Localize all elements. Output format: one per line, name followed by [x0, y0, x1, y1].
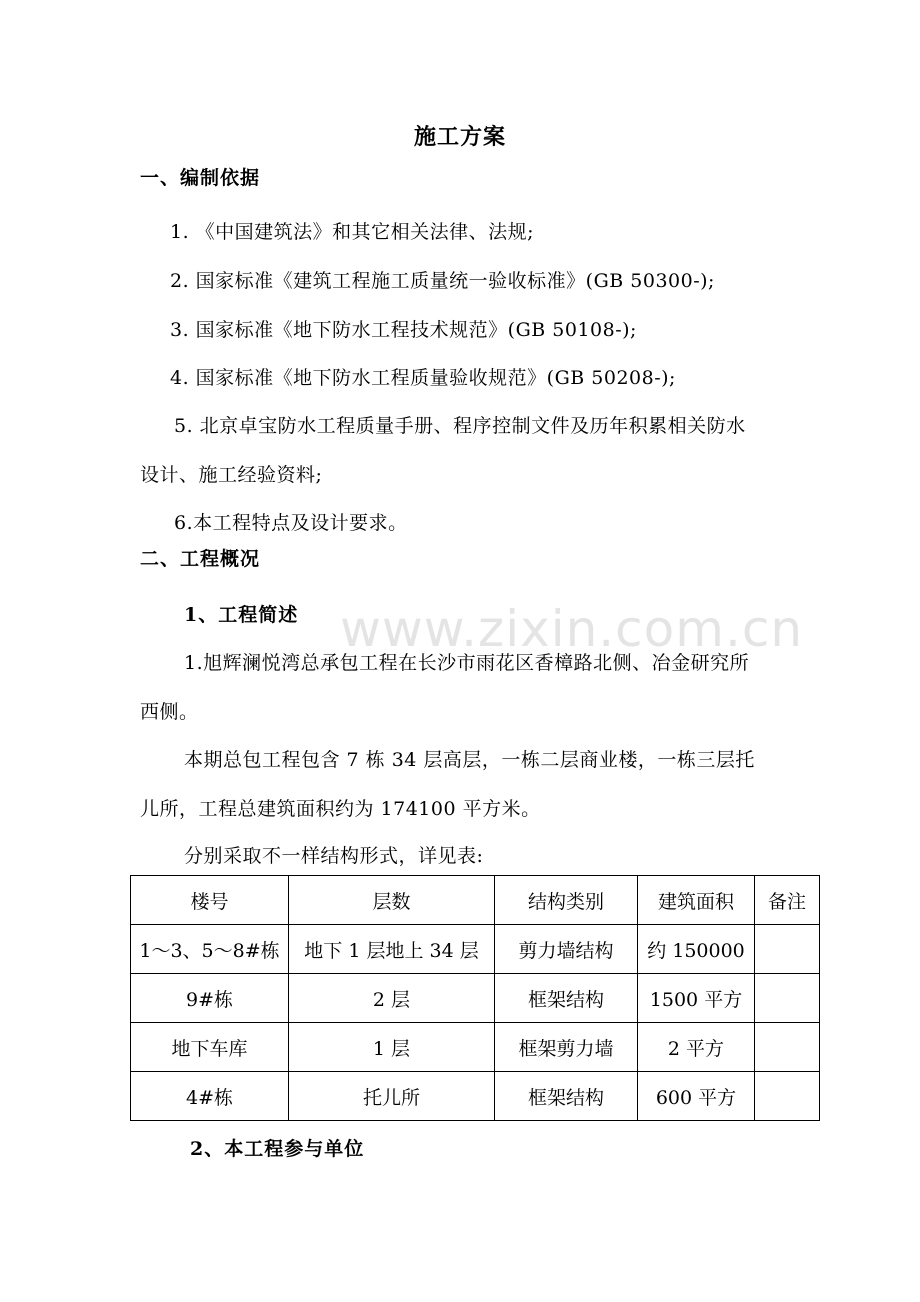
- table-cell: [755, 1072, 820, 1121]
- table-cell: 约 150000: [638, 925, 755, 974]
- basis-item-3: 3. 国家标准《地下防水工程技术规范》(GB 50108-);: [170, 319, 637, 341]
- section-heading-overview: 二、工程概况: [140, 548, 261, 570]
- table-cell: 1 层: [289, 1023, 495, 1072]
- table-cell: 托儿所: [289, 1072, 495, 1121]
- table-cell: 600 平方: [638, 1072, 755, 1121]
- table-cell: [755, 974, 820, 1023]
- table-cell: 地下 1 层地上 34 层: [289, 925, 495, 974]
- table-header-row: [131, 876, 820, 925]
- watermark-text: www.zixin.com.cn: [340, 600, 804, 658]
- basis-item-2: 2. 国家标准《建筑工程施工质量统一验收标准》(GB 50300-);: [170, 270, 715, 292]
- structure-table: [130, 875, 820, 1121]
- section-heading-basis: 一、编制依据: [140, 167, 261, 189]
- basis-item-6: 6.本工程特点及设计要求。: [174, 512, 408, 534]
- basis-item-1: 1. 《中国建筑法》和其它相关法律、法规;: [170, 221, 535, 243]
- table-header-cell: 楼号: [131, 876, 289, 925]
- table-cell: 2 平方: [638, 1023, 755, 1072]
- table-cell: 框架剪力墙: [495, 1023, 638, 1072]
- overview-paragraph-1: 1.旭辉澜悦湾总承包工程在长沙市雨花区香樟路北侧、冶金研究所: [184, 652, 750, 674]
- table-cell: [755, 925, 820, 974]
- table-cell: 框架结构: [495, 1072, 638, 1121]
- overview-paragraph-2-cont: 儿所，工程总建筑面积约为 174100 平方米。: [140, 798, 541, 820]
- basis-item-4: 4. 国家标准《地下防水工程质量验收规范》(GB 50208-);: [170, 367, 676, 389]
- page-title: 施工方案: [413, 124, 506, 150]
- table-cell: 1～3、5～8#栋: [131, 925, 289, 974]
- overview-paragraph-2: 本期总包工程包含 7 栋 34 层高层，一栋二层商业楼，一栋三层托: [184, 749, 755, 771]
- table-header-cell: 层数: [289, 876, 495, 925]
- subheading-project-brief: 1、工程简述: [184, 604, 299, 626]
- table-row: [131, 1023, 820, 1072]
- table-header-cell: 备注: [755, 876, 820, 925]
- table-cell: 框架结构: [495, 974, 638, 1023]
- basis-item-5-cont: 设计、施工经验资料;: [140, 464, 323, 486]
- table-row: [131, 974, 820, 1023]
- table-cell: 地下车库: [131, 1023, 289, 1072]
- table-header-cell: 结构类别: [495, 876, 638, 925]
- table-row: [131, 925, 820, 974]
- table-cell: [755, 1023, 820, 1072]
- table-cell: 9#栋: [131, 974, 289, 1023]
- table-cell: 4#栋: [131, 1072, 289, 1121]
- overview-paragraph-3: 分别采取不一样结构形式，详见表:: [184, 845, 484, 867]
- table-cell: 剪力墙结构: [495, 925, 638, 974]
- table-cell: 2 层: [289, 974, 495, 1023]
- subheading-participants: 2、本工程参与单位: [190, 1138, 365, 1160]
- table-row: [131, 1072, 820, 1121]
- basis-item-5: 5. 北京卓宝防水工程质量手册、程序控制文件及历年积累相关防水: [174, 415, 746, 437]
- overview-paragraph-1-cont: 西侧。: [140, 701, 199, 723]
- table-cell: 1500 平方: [638, 974, 755, 1023]
- table-header-cell: 建筑面积: [638, 876, 755, 925]
